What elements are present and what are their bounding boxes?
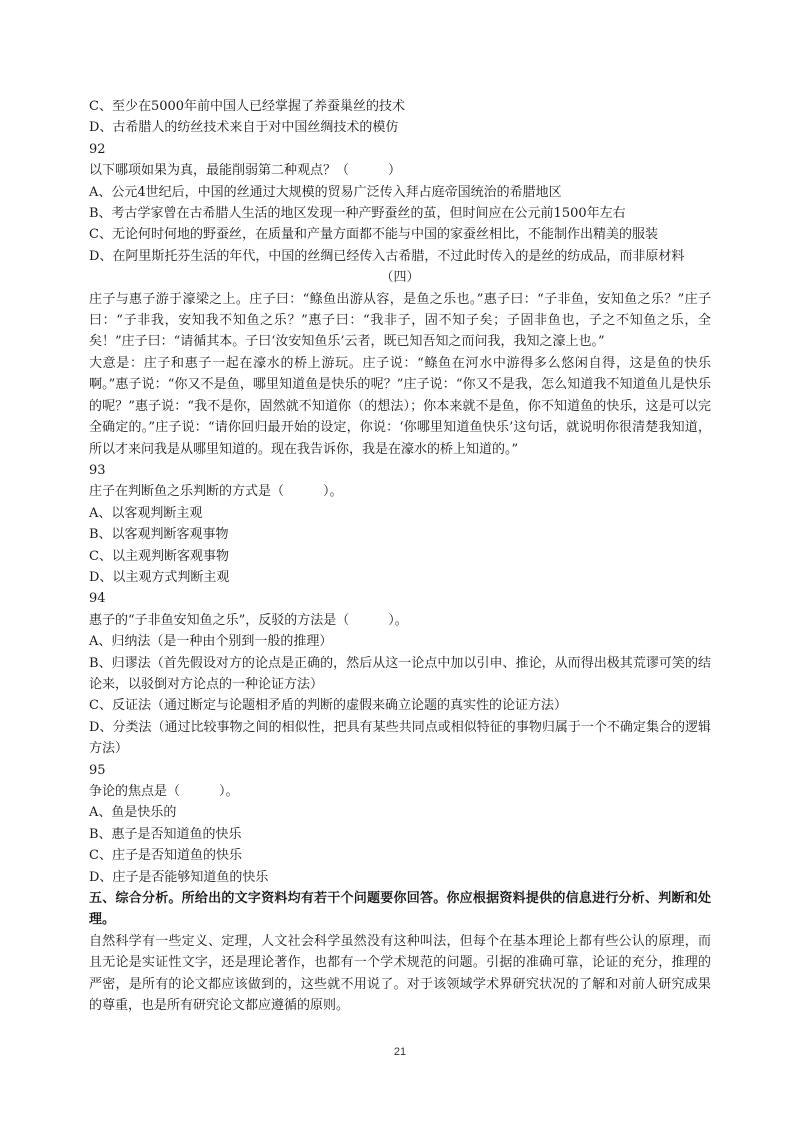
question-number-93: 93 xyxy=(89,462,106,478)
option-c-q92: C、无论何时何地的野蚕丝，在质量和产量方面都不能与中国的家蚕丝相比，不能制作出精美的服装 xyxy=(89,227,658,243)
option-b-q92: B、考古学家曾在古希腊人生活的地区发现一种产野蚕丝的茧，但时间应在公元前1500年左右 xyxy=(89,206,626,222)
page-content xyxy=(89,96,711,1016)
question-stem-94: 惠子的“子非鱼安知鱼之乐”，反驳的方法是（ ）。 xyxy=(89,612,408,628)
option-d-q92: D、在阿里斯托芬生活的年代，中国的丝绸已经传入古希腊，不过此时传入的是丝的纺成品，而非原材料 xyxy=(89,248,685,264)
question-number-95: 95 xyxy=(89,762,106,778)
option-b-q95: B、惠子是否知道鱼的快乐 xyxy=(89,826,242,842)
question-stem-95: 争论的焦点是（ ）。 xyxy=(89,784,239,799)
question-stem-93: 庄子在判断鱼之乐判断的方式是（ ）。 xyxy=(89,484,343,500)
section-five-heading: 五、综合分析。所给出的文字资料均有若干个问题要你回答。你应根据资料提供的信息进行分析、判断和处理。 xyxy=(89,891,711,928)
question-number-92: 92 xyxy=(89,141,106,157)
option-d-q94: D、分类法（通过比较事物之间的相似性，把具有某些共同点或相似特征的事物归属于一个不确定集合的逻辑方法） xyxy=(89,719,711,757)
section-four-heading: （四） xyxy=(380,270,420,286)
option-b-q93: B、以客观判断客观事物 xyxy=(89,527,229,543)
option-a-q95: A、鱼是快乐的 xyxy=(89,805,177,821)
page-number: 21 xyxy=(393,1046,407,1058)
question-stem-92: 以下哪项如果为真，最能削弱第二种观点？（ ） xyxy=(89,163,402,179)
option-a-q93: A、以客观判断主观 xyxy=(89,505,203,521)
option-d-q91: D、古希腊人的纺丝技术来自于对中国丝绸技术的模仿 xyxy=(89,120,399,136)
option-c-q93: C、以主观判断客观事物 xyxy=(89,548,229,564)
classical-passage: 庄子与惠子游于濠梁之上。庄子曰：“鲦鱼出游从容，是鱼之乐也。”惠子曰：“子非鱼，安知鱼之乐？”庄子曰：“子非我，安知我不知鱼之乐？”惠子曰：“我非子，固不知子矣；子固非鱼也，子之不知鱼之乐，全矣！”庄子曰：“请循其本。子曰‘汝安知鱼乐’云者，既已知吾知之而问我，我知之濠上也。” xyxy=(89,291,711,350)
option-a-q94: A、归纳法（是一种由个别到一般的推理） xyxy=(89,634,333,650)
option-a-q92: A、公元4世纪后，中国的丝通过大规模的贸易广泛传入拜占庭帝国统治的希腊地区 xyxy=(89,184,562,200)
question-number-94: 94 xyxy=(89,591,106,607)
option-b-q94: B、归谬法（首先假设对方的论点是正确的，然后从这一论点中加以引申、推论，从而得出极其荒谬可笑的结论来，以驳倒对方论点的一种论证方法） xyxy=(89,655,711,692)
option-c-q94: C、反证法（通过断定与论题相矛盾的判断的虚假来确立论题的真实性的论证方法） xyxy=(89,698,567,714)
option-d-q95: D、庄子是否能够知道鱼的快乐 xyxy=(89,869,269,885)
option-d-q93: D、以主观方式判断主观 xyxy=(89,569,230,585)
option-c-q95: C、庄子是否知道鱼的快乐 xyxy=(89,848,242,864)
passage-meaning: 大意是：庄子和惠子一起在濠水的桥上游玩。庄子说：“鲦鱼在河水中游得多么悠闲自得，这是鱼的快乐啊。”惠子说：“你又不是鱼，哪里知道鱼是快乐的呢？”庄子说：“你又不是我，怎么知道我不知道鱼儿是快乐的呢？”惠子说：“我不是你，固然就不知道你（的想法）；你本来就不是鱼，你不知道鱼的快乐，这是可以完全确定的。”庄子说：“请你回归最开始的设定，你说：‘你哪里知道鱼快乐’这句话，就说明你很清楚我知道，所以才来问我是从哪里知道的。现在我告诉你，我是在濠水的桥上知道的。” xyxy=(89,355,711,457)
option-c-q91: C、至少在5000年前中国人已经掌握了养蚕巢丝的技术 xyxy=(89,99,406,114)
section-five-passage: 自然科学有一些定义、定理，人文社会科学虽然没有这种叫法，但每个在基本理论上都有些公认的原理，而且无论是实证性文字，还是理论著作，也都有一个学术规范的问题。引据的准确可靠，论证的充分，推理的严密，是所有的论文都应该做到的，这些就不用说了。对于该领域学术界研究状况的了解和对前人研究成果的尊重，也是所有研究论文都应遵循的原则。 xyxy=(89,933,711,1014)
